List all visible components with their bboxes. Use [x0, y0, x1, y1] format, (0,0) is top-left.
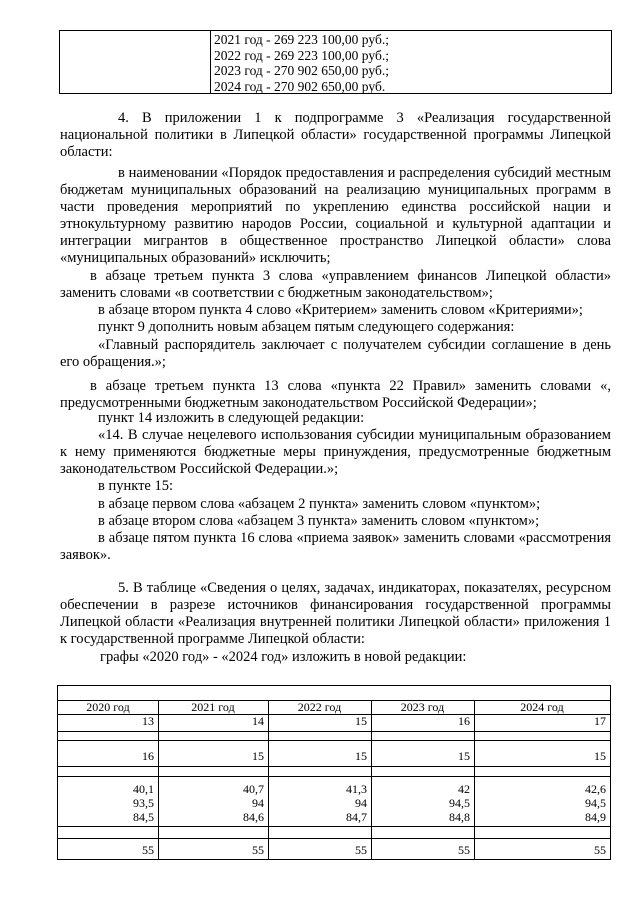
paragraph-point-15: в пункте 15:: [98, 478, 174, 494]
table-cell: 55: [142, 843, 154, 857]
table-rule: [58, 776, 610, 777]
paragraph-point-9: пункт 9 дополнить новым абзацем пятым следующего содержания:: [98, 319, 515, 335]
table-cell: 93,5: [133, 796, 154, 810]
allocation-lines: [214, 32, 389, 94]
table-cell: 55: [458, 843, 470, 857]
table-rule: [58, 766, 610, 767]
paragraph-item-5: 5. В таблице «Сведения о целях, задачах, индикаторах, показателях, ресурсном обеспечении в разрезе источников финансирования государственной программы Липецкой области «Реализация внутренней политики Липецкой области» приложения 1 к государственной программе Липецкой области:: [60, 580, 611, 647]
table-cell: 40,1: [133, 782, 154, 796]
paragraph-quote-agreement: «Главный распорядитель заключает с получателем субсидии соглашение в день его обращения.»;: [60, 337, 611, 370]
table-rule: [58, 740, 610, 741]
header-2024: 2024 год: [520, 700, 564, 714]
table-cell: 42: [458, 782, 470, 796]
table-cell: 17: [594, 714, 606, 728]
table-cell: 55: [355, 843, 367, 857]
table-cell: 13: [142, 714, 154, 728]
header-2022: 2022 год: [297, 700, 342, 714]
paragraph-point-13: в абзаце третьем пункта 13 слова «пункта 22 Правил» заменить словами «, предусмотренными бюджетным законодательством Российской Федерации»;: [60, 378, 611, 411]
paragraph-point-3: в абзаце третьем пункта 3 слова «управлением финансов Липецкой области» заменить словами «в соответствии с бюджетным законодательством»;: [60, 268, 611, 301]
allocation-line-2022: 2022 год - 269 223 100,00 руб.;: [214, 47, 389, 63]
paragraph-abzac-2: в абзаце втором слова «абзацем 3 пункта» заменить словом «пунктом»;: [98, 513, 540, 529]
paragraph-point-4: в абзаце втором пункта 4 слово «Критерием» заменить словом «Критериями»;: [98, 302, 583, 318]
table-rule: [58, 826, 610, 827]
table-cell: 16: [458, 714, 470, 728]
table-cell: 55: [252, 843, 264, 857]
table-cell: 94,5: [585, 796, 606, 810]
paragraph-point-14: пункт 14 изложить в следующей редакции:: [98, 410, 365, 426]
paragraph-title-change: в наименовании «Порядок предоставления и распределения субсидий местным бюджетам муниципальных образований на реализацию муниципальных программ в части проведения мероприятий по укреплению единства российской нации и этнокультурному развитию народов России, социальной и культурной адаптации и интеграции мигрантов в общественное пространство Липецкой области» слова «муниципальных образований» исключить;: [60, 165, 611, 266]
table-cell: 15: [355, 749, 367, 763]
paragraph-columns: графы «2020 год» - «2024 год» изложить в новой редакции:: [100, 649, 467, 665]
allocation-table: [59, 30, 612, 94]
table-cell: 84,5: [133, 810, 154, 824]
table-cell: 84,6: [243, 810, 264, 824]
table-cell: 15: [458, 749, 470, 763]
table-cell: 84,8: [449, 810, 470, 824]
table-cell: 94: [252, 796, 264, 810]
table-cell: 15: [355, 714, 367, 728]
table-cell: 84,9: [585, 810, 606, 824]
table-rule: [58, 731, 610, 732]
table-cell: 40,7: [243, 782, 264, 796]
allocation-line-2023: 2023 год - 270 902 650,00 руб.;: [214, 63, 389, 78]
table-rule: [58, 838, 610, 839]
allocation-line-2021: 2021 год - 269 223 100,00 руб.;: [214, 32, 389, 47]
allocation-line-2024: 2024 год - 270 902 650,00 руб.: [214, 78, 386, 94]
paragraph-quote-14: «14. В случае нецелевого использования субсидии муниципальным образованием к нему применяются бюджетные меры принуждения, предусмотренные бюджетным законодательством Российской Федерации.»;: [60, 427, 611, 477]
table-cell: 15: [252, 749, 264, 763]
indicator-table: [57, 685, 611, 860]
table-cell: 41,3: [346, 782, 367, 796]
table-cell: 94,5: [449, 796, 470, 810]
table-cell: 84,7: [346, 810, 367, 824]
table-cell: 14: [252, 714, 264, 728]
table-cell: 55: [594, 843, 606, 857]
header-2021: 2021 год: [191, 700, 235, 714]
table-cell: 15: [594, 749, 606, 763]
header-2020: 2020 год: [86, 700, 130, 714]
paragraph-point-16: в абзаце пятом пункта 16 слова «приема заявок» заменить словами «рассмотрения заявок».: [60, 530, 611, 563]
paragraph-item-4: 4. В приложении 1 к подпрограмме 3 «Реализация государственной национальной политики в Липецкой области» государственной программы Липецкой области:: [60, 110, 611, 160]
table-cell: 94: [355, 796, 367, 810]
table-divider: [210, 31, 211, 93]
paragraph-abzac-1: в абзаце первом слова «абзацем 2 пункта» заменить словом «пунктом»;: [98, 496, 541, 512]
table-cell: 16: [142, 749, 154, 763]
table-cell: 42,6: [585, 782, 606, 796]
header-2023: 2023 год: [400, 700, 445, 714]
